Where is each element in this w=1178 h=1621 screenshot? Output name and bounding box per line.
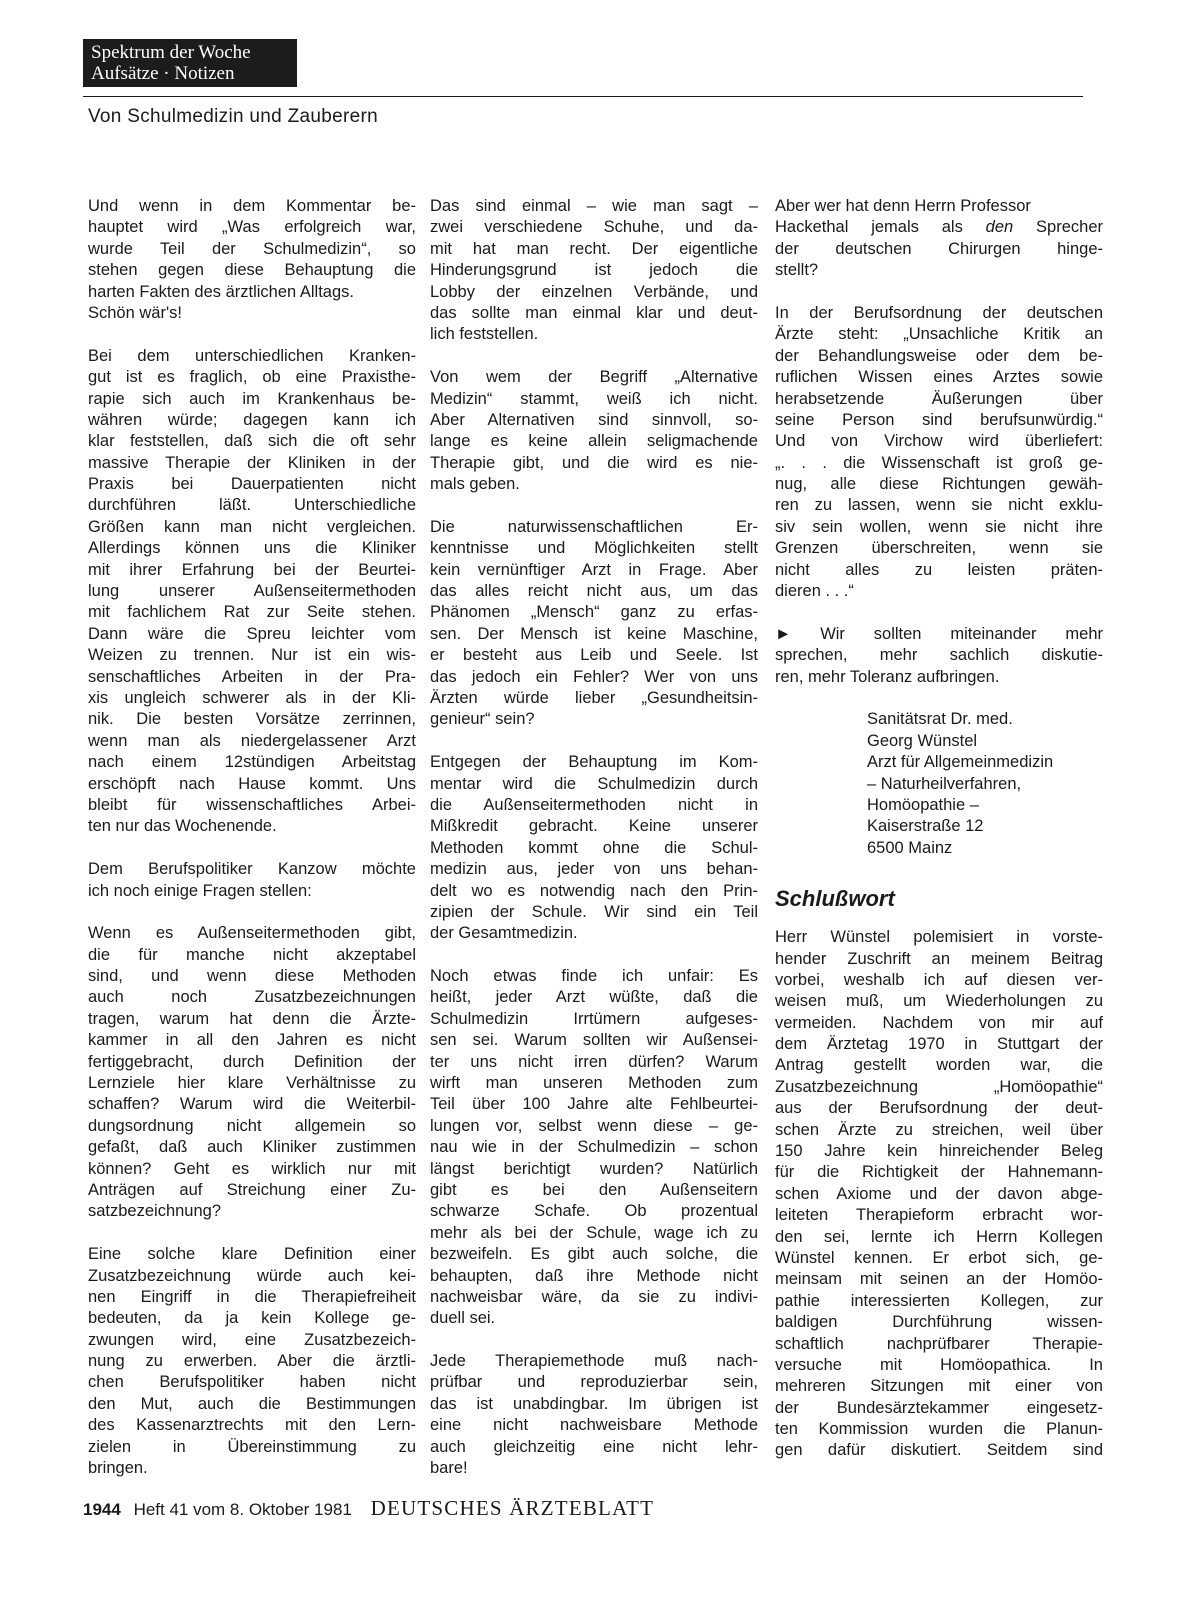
text-line: durchführen läßt. Unterschiedliche (88, 496, 416, 515)
paragraph-gap (88, 324, 416, 345)
text-line: hauptet wird „Was erfolgreich war, (88, 218, 416, 237)
text-line: Zusatzbezeichnung würde auch kei- (88, 1266, 416, 1285)
text-line: Wünstel kennen. Er erbot sich, ge- (775, 1248, 1103, 1267)
text-line: weisen muß, um Wiederholungen zu (775, 992, 1103, 1011)
text-line: mit fachlichem Rat zur Seite stehen. (88, 603, 416, 622)
text-line: Und wenn in dem Kommentar be- (88, 197, 416, 215)
paragraph-gap (430, 1330, 758, 1351)
text-line: Mißkredit gebracht. Keine unserer (430, 817, 758, 836)
text-line: kein vernünftiger Arzt in Frage. Aber (430, 560, 758, 579)
text-line: Methoden kommt ohne die Schul- (430, 838, 758, 857)
text-line: das alles reicht nicht aus, um das (430, 582, 758, 601)
text-line: zielen in Übereinstimmung zu (88, 1437, 416, 1456)
text-line: er besteht aus Leib und Seele. Ist (430, 646, 758, 665)
text-line: medizin aus, jeder von uns behan- (430, 860, 758, 879)
text-line: bedeuten, da ja kein Kollege ge- (88, 1309, 416, 1328)
text-line: auch gleichzeitig eine nicht lehr- (430, 1437, 758, 1456)
text-line: mentar wird die Schulmedizin durch (430, 774, 758, 793)
text-line: kammer in all den Jahren es nicht (88, 1031, 416, 1050)
text-line: die Außenseitermethoden nicht in (430, 795, 758, 814)
text-line: gefaßt, daß auch Kliniker zustimmen (88, 1138, 416, 1157)
text-line: Hackethal jemals als den Sprecher (775, 218, 1103, 237)
text-line: schen Ärzte zu streichen, weil über (775, 1120, 1103, 1139)
text-line: Jede Therapiemethode muß nach- (430, 1352, 758, 1371)
section-tag-line-1: Spektrum der Woche (91, 42, 251, 63)
text-line: versuche mit Homöopathica. In (775, 1355, 1103, 1374)
text-line: Lernziele hier klare Verhältnisse zu (88, 1074, 416, 1093)
text-line: zwungen wird, eine Zusatzbezeich- (88, 1330, 416, 1349)
header-rule (83, 96, 1083, 97)
text-line: Eine solche klare Definition einer (88, 1245, 416, 1264)
text-line: schaffen? Warum wird die Weiterbil- (88, 1095, 416, 1114)
text-line: behaupten, daß ihre Methode nicht (430, 1266, 758, 1285)
text-line: eine nicht nachweisbare Methode (430, 1416, 758, 1435)
text-line: die für manche nicht akzeptabel (88, 945, 416, 964)
text-line: aus der Berufsordnung der deut- (775, 1099, 1103, 1118)
text-line: nicht alles zu leisten präten- (775, 560, 1103, 579)
text-line: heißt, jeder Arzt wüßte, daß die (430, 988, 758, 1007)
text-line: bringen. (88, 1459, 148, 1478)
text-line: Hinderungsgrund ist jedoch die (430, 261, 758, 280)
page-number: 1944 (83, 1500, 121, 1519)
text-line: Anträgen auf Streichung einer Zu- (88, 1180, 416, 1199)
text-line: Die naturwissenschaftlichen Er- (430, 517, 758, 536)
text-line: der Gesamtmedizin. (430, 924, 578, 943)
text-line: bleibt für wissenschaftliches Arbei- (88, 795, 416, 814)
text-line: nug, alle diese Richtungen gewäh- (775, 475, 1103, 494)
text-line: Schön wär's! (88, 303, 182, 322)
text-line: ren zu lassen, wenn sie nicht exklu- (775, 496, 1103, 515)
text-line: dieren . . .“ (775, 582, 854, 601)
text-line: sen sei. Warum sollten wir Außensei- (430, 1031, 758, 1050)
text-line: senschaftliches Arbeiten in der Pra- (88, 667, 416, 686)
text-line: wurde Teil der Schulmedizin“, so (88, 239, 416, 258)
text-line: ruflichen Wissen eines Arztes sowie (775, 368, 1103, 387)
text-line: vorbei, weshalb ich auf diesen ver- (775, 970, 1103, 989)
text-line: Bei dem unterschiedlichen Kranken- (88, 346, 416, 365)
text-line: der Behandlungsweise oder dem be- (775, 346, 1103, 365)
text-line: Therapie gibt, und die wird es nie- (430, 453, 758, 472)
text-line: den sei, lernte ich Herrn Kollegen (775, 1227, 1103, 1246)
text-line: gen dafür diskutiert. Seitdem sind (775, 1441, 1103, 1460)
text-line: kenntnisse und Möglichkeiten stellt (430, 539, 758, 558)
text-line: prüfbar und reproduzierbar sein, (430, 1373, 758, 1392)
text-line: gibt es bei den Außenseitern (430, 1180, 758, 1199)
text-line: Das sind einmal – wie man sagt – (430, 197, 758, 215)
text-line: chen Berufspolitiker haben nicht (88, 1373, 416, 1392)
text-line: lange es keine allein seligmachende (430, 432, 758, 451)
text-line: längst berichtigt wurden? Natürlich (430, 1159, 758, 1178)
text-line: der Bundesärztekammer eingesetz- (775, 1398, 1103, 1417)
text-line: pathie interessierten Kollegen, zur (775, 1291, 1103, 1310)
text-line: ter uns nicht irren dürfen? Warum (430, 1052, 758, 1071)
text-line: ► Wir sollten miteinander mehr (775, 624, 1103, 643)
text-line: mehr als bei der Schule, wage ich zu (430, 1223, 758, 1242)
emphasis: den (985, 218, 1014, 237)
text-line: genieur“ sein? (430, 710, 535, 729)
section-tag (83, 39, 297, 87)
text-line: das jedoch ein Fehler? Wer von uns (430, 667, 758, 686)
text-line: währen würde; dagegen kann ich (88, 410, 416, 429)
text-line: harten Fakten des ärztlichen Alltags. (88, 282, 354, 301)
text-line: stellt? (775, 261, 819, 280)
text-line: mit hat man recht. Der eigentliche (430, 239, 758, 258)
text-line: meinsam mit seinen an der Homöo- (775, 1270, 1103, 1289)
signature-line: 6500 Mainz (867, 838, 953, 857)
text-line: Wenn es Außenseitermethoden gibt, (88, 924, 416, 943)
text-line: nik. Die besten Vorsätze zerrinnen, (88, 710, 416, 729)
signature-line: – Naturheilverfahren, (867, 774, 1022, 793)
text-line: seine Person sind berufsunwürdig.“ (775, 410, 1103, 429)
text-line: sprechen, mehr sachlich diskutie- (775, 646, 1103, 665)
text-line: lungen vor, selbst wenn diese – ge- (430, 1116, 758, 1135)
text-line: für die Richtigkeit der Hahnemann- (775, 1163, 1103, 1182)
text-line: stehen gegen diese Behauptung die (88, 261, 416, 280)
signature-line: Kaiserstraße 12 (867, 817, 984, 836)
text-line: erschöpft nach Hause kommt. Uns (88, 774, 416, 793)
text-line: Praxis bei Dauerpatienten nicht (88, 475, 416, 494)
paragraph-gap (430, 945, 758, 966)
text-line: fertiggebracht, durch Definition der (88, 1052, 416, 1071)
text-line: bezweifeln. Es gibt auch solche, die (430, 1245, 758, 1264)
text-line: lung unserer Außenseitermethoden (88, 582, 416, 601)
signature-line: Homöopathie – (867, 795, 979, 814)
text-line: Grenzen überschreiten, wenn sie (775, 539, 1103, 558)
text-line: In der Berufsordnung der deutschen (775, 303, 1103, 322)
text-line: ten nur das Wochenende. (88, 817, 277, 836)
text-line: das sollte man einmal klar und deut- (430, 303, 758, 322)
text-line: Schulmedizin Irrtümern aufgeses- (430, 1009, 758, 1028)
text-line: mals geben. (430, 475, 520, 494)
text-line: xis ungleich schwerer als in der Kli- (88, 688, 416, 707)
signature-line: Arzt für Allgemeinmedizin (867, 753, 1054, 772)
text-line: Entgegen der Behauptung im Kom- (430, 753, 758, 772)
text-column-2 (430, 196, 758, 1479)
text-line: bare! (430, 1459, 468, 1478)
text-line: herabsetzende Äußerungen über (775, 389, 1103, 408)
section-heading: Schlußwort (775, 886, 895, 912)
text-line: des Kassenarztrechts mit den Lern- (88, 1416, 416, 1435)
text-line: delt wo es notwendig nach den Prin- (430, 881, 758, 900)
text-line: nach einem 12stündigen Arbeitstag (88, 753, 416, 772)
page-footer (83, 1496, 654, 1522)
text-line: schaftlich nachprüfbarer Therapie- (775, 1334, 1103, 1353)
text-line: Lobby der einzelnen Verbände, und (430, 282, 758, 301)
text-line: duell sei. (430, 1309, 496, 1328)
text-line: Und von Virchow wird überliefert: (775, 432, 1103, 451)
text-line: nau wie in der Schulmedizin – schon (430, 1138, 758, 1157)
text-line: Zusatzbezeichnung „Homöopathie“ (775, 1077, 1103, 1096)
text-line: nen Eingriff in die Therapiefreiheit (88, 1287, 416, 1306)
paragraph-gap (775, 282, 1103, 303)
text-line: Noch etwas finde ich unfair: Es (430, 967, 758, 986)
text-line: dem Ärztetag 1970 in Stuttgart der (775, 1035, 1103, 1054)
headline: Von Schulmedizin und Zauberern (88, 106, 378, 127)
text-line: wirft man unseren Methoden zum (430, 1074, 758, 1093)
text-line: leiteten Therapieform erbracht wor- (775, 1206, 1103, 1225)
text-line: gut ist es fraglich, ob eine Praxisthe- (88, 368, 416, 387)
text-line: ren, mehr Toleranz aufbringen. (775, 667, 1000, 686)
text-line: sind, und wenn diese Methoden (88, 967, 416, 986)
paragraph-gap (430, 731, 758, 752)
text-line: können? Geht es wirklich nur mit (88, 1159, 416, 1178)
text-line: Von wem der Begriff „Alternative (430, 368, 758, 387)
text-line: tragen, warum hat denn die Ärzte- (88, 1009, 416, 1028)
text-line: Aber wer hat denn Herrn Professor (775, 197, 1031, 215)
text-line: Größen kann man nicht vergleichen. (88, 517, 416, 536)
paragraph-gap (775, 602, 1103, 623)
text-line: hender Zuschrift an meinem Beitrag (775, 949, 1103, 968)
text-line: klar feststellen, daß sich die oft sehr (88, 432, 416, 451)
text-line: das ist unabdingbar. Im übrigen ist (430, 1394, 758, 1413)
text-line: mit ihrer Erfahrung bei der Beurtei- (88, 560, 416, 579)
paragraph-gap (88, 1223, 416, 1244)
text-line: Antrag gestellt worden war, die (775, 1056, 1103, 1075)
paragraph-gap (88, 902, 416, 923)
text-line: nung zu erwerben. Aber die ärztli- (88, 1352, 416, 1371)
text-line: sen. Der Mensch ist keine Maschine, (430, 624, 758, 643)
text-line: massive Therapie der Kliniken in der (88, 453, 416, 472)
text-line: siv sein wollen, wenn sie nicht ihre (775, 517, 1103, 536)
text-line: mehreren Sitzungen mit einer von (775, 1377, 1103, 1396)
signature-line: Sanitätsrat Dr. med. (867, 710, 1013, 729)
text-line: ten Kommission wurden die Planun- (775, 1420, 1103, 1439)
section-tag-line-2: Aufsätze · Notizen (91, 63, 235, 84)
text-line: Weizen zu trennen. Nur ist ein wis- (88, 646, 416, 665)
text-line: schen Axiome und der davon abge- (775, 1184, 1103, 1203)
text-line: wenn man als niedergelassener Arzt (88, 731, 416, 750)
text-line: rapie sich auch im Krankenhaus be- (88, 389, 416, 408)
text-line: zipien der Schule. Wir sind ein Teil (430, 902, 758, 921)
text-line: dungsordnung nicht allgemein so (88, 1116, 416, 1135)
text-line: Ärzten würde lieber „Gesundheitsin- (430, 688, 758, 707)
text-line: nachweisbar wäre, da sie zu indivi- (430, 1287, 758, 1306)
text-line: Teil über 100 Jahre alte Fehlbeurtei- (430, 1095, 758, 1114)
text-line: den Mut, auch die Bestimmungen (88, 1394, 416, 1413)
text-line: Dem Berufspolitiker Kanzow möchte (88, 860, 416, 879)
text-line: baldigen Durchführung wissen- (775, 1313, 1103, 1332)
paragraph-gap (88, 838, 416, 859)
text-line: ich noch einige Fragen stellen: (88, 881, 312, 900)
text-line: zwei verschiedene Schuhe, und da- (430, 218, 758, 237)
paragraph-gap (430, 346, 758, 367)
text-line: „. . . die Wissenschaft ist groß ge- (775, 453, 1103, 472)
text-line: der deutschen Chirurgen hinge- (775, 239, 1103, 258)
paragraph-gap (775, 688, 1103, 709)
text-line: Medizin“ stammt, weiß ich nicht. (430, 389, 758, 408)
text-line: vermeiden. Nachdem von mir auf (775, 1013, 1103, 1032)
text-line: auch noch Zusatzbezeichnungen (88, 988, 416, 1007)
journal-name: DEUTSCHES ÄRZTEBLATT (370, 1496, 655, 1520)
text-line: Herr Wünstel polemisiert in vorste- (775, 928, 1103, 947)
text-line: lich feststellen. (430, 325, 539, 344)
signature-line: Georg Wünstel (867, 731, 978, 750)
text-line: Phänomen „Mensch“ ganz zu erfas- (430, 603, 758, 622)
text-line: satzbezeichnung? (88, 1202, 222, 1221)
text-column-1 (88, 196, 416, 1479)
paragraph-gap (430, 495, 758, 516)
text-line: Aber Alternativen sind sinnvoll, so- (430, 410, 758, 429)
text-column-3 (775, 196, 1103, 1462)
text-line: schwarze Schafe. Ob prozentual (430, 1202, 758, 1221)
text-line: Ärzte steht: „Unsachliche Kritik an (775, 325, 1103, 344)
issue-info: Heft 41 vom 8. Oktober 1981 (133, 1500, 352, 1519)
text-line: Dann wäre die Spreu leichter vom (88, 624, 416, 643)
text-line: Allerdings können uns die Kliniker (88, 539, 416, 558)
text-line: 150 Jahre kein hinreichender Beleg (775, 1142, 1103, 1161)
